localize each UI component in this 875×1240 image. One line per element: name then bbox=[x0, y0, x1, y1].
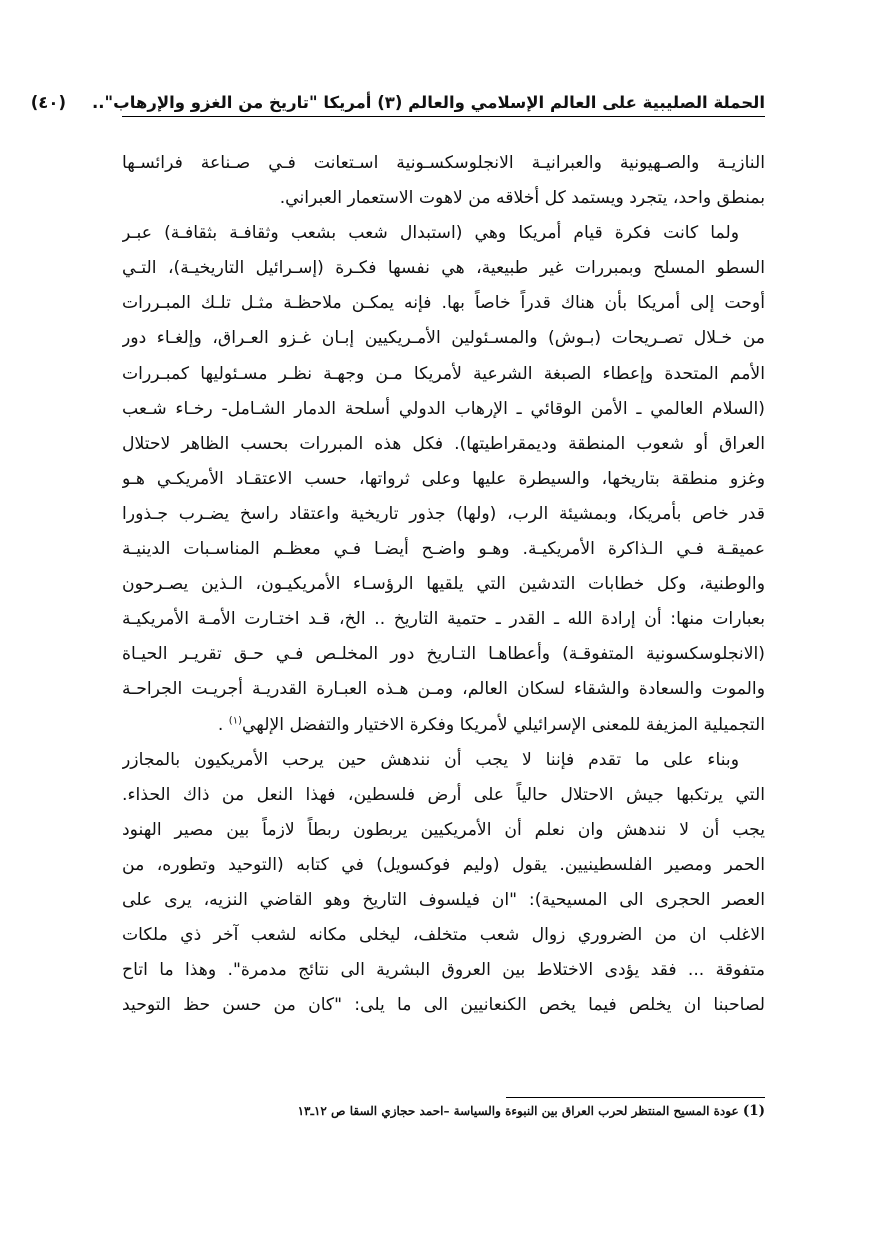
text-line: الأمم المتحدة وإعطاء الصبغة الشرعية لأمريكا مـن وجهـة نظـر مسـئوليها كمبـررات bbox=[122, 363, 765, 384]
text-line: العصر الحجرى الى المسيحية): "ان فيلسوف التاريخ وهو القاضي النزيه، يرى على bbox=[122, 889, 765, 910]
text-line: متفوقة ... فقد يؤدى الاختلاط بين العروق البشرية الى نتائج مدمرة". وهذا ما اتاح bbox=[122, 960, 765, 981]
text-line: النازيـة والصـهيونية والعبرانيـة الانجلوسكسـونية اسـتعانت فـي صـناعة فرائسـها bbox=[122, 153, 765, 173]
paragraph-start-line: وبناء على ما تقدم فإننا لا يجب أن نندهش حين يرحب الأمريكيون بالمجازر bbox=[122, 749, 739, 770]
text-line: العراق أو شعوب المنطقة وديمقراطيتها). فكل هذه المبررات بحسب الظاهر لاحتلال bbox=[122, 433, 765, 454]
footnote-separator bbox=[506, 1097, 765, 1098]
text-line: والموت والسعادة والشقاء لسكان العالم، ومـن هـذه العبـارة القدريـة أجريـت الجراحـة bbox=[122, 679, 765, 700]
text-line: (السلام العالمي ـ الأمن الوقائي ـ الإرهاب الدولي أسلحة الدمار الشـامل- رخـاء شـعب bbox=[122, 398, 765, 419]
footnote-text: عودة المسيح المنتظر لحرب العراق بين النبوءة والسياسة –احمد حجازي السقا ص ١٢ـ١٣ bbox=[297, 1104, 739, 1118]
text-line: التي يرتكبها جيش الاحتلال حالياً على أرض فلسطين، فهذا النعل من ذاك الحذاء. bbox=[122, 784, 765, 805]
text-line: قدر خاص بأمريكا، وبمشيئة الرب، (ولها) جذور تاريخية واعتقاد راسخ يضـرب جـذورا bbox=[122, 503, 765, 524]
text-line: بمنطق واحد، يتجرد ويستمد كل أخلاقه من لاهوت الاستعمار العبراني. bbox=[279, 188, 765, 209]
text-line-with-footnote bbox=[122, 708, 765, 743]
paragraph-start-line: ولما كانت فكرة قيام أمريكا وهي (استبدال شعب بشعب وثقافـة بثقافـة) عبـر bbox=[122, 223, 739, 244]
footnote-number: (1) bbox=[742, 1103, 765, 1119]
text-line: الحمر ومصير الفلسطينيين. يقول (وليم فوكسويل) في كتابه (التوحيد وتطوره، من bbox=[122, 854, 765, 875]
text-line: يجب أن لا نندهش وان نعلم أن الأمريكيين يربطون ربطاً لازماً بين مصير الهنود bbox=[122, 819, 765, 840]
header-title: الحملة الصليبية على العالم الإسلامي والعالم (٣) أمريكا "تاريخ من الغزو والإرهاب".. bbox=[91, 92, 765, 112]
text-line-content: التجميلية المزيفة للمعنى الإسرائيلي لأمريكا وفكرة الاختيار والتفضل الإلهي bbox=[241, 714, 765, 735]
body-text bbox=[122, 146, 765, 1023]
text-line: من خـلال تصـريحات (بـوش) والمسـئولين الأمـريكيين إبـان غـزو العـراق، وإلغـاء دور bbox=[122, 328, 765, 349]
page-number: (٤٠) bbox=[30, 92, 66, 112]
text-line: أوحت إلى أمريكا بأن هناك قدراً خاصاً بها. فإنه يمكـن ملاحظـة مثـل تلـك المبـررات bbox=[122, 293, 765, 314]
text-line: لصاحبنا ان يخلص فيما يخص الكنعانيين الى ما يلى: "كان من حسن حظ التوحيد bbox=[122, 995, 765, 1016]
running-header bbox=[30, 88, 765, 116]
header-divider bbox=[122, 116, 765, 117]
text-line: وغزو منطقة بتاريخها، والسيطرة عليها وعلى ثرواتها، حسب الاعتقـاد الأمريكـي هـو bbox=[122, 468, 765, 489]
line-trailer: . bbox=[217, 714, 224, 735]
text-line: عميقـة فـي الـذاكرة الأمريكيـة. وهـو واضـح أيضـا فـي معظـم المناسـبات الدينيـة bbox=[122, 539, 765, 560]
footnote-reference[interactable]: (١) bbox=[228, 714, 242, 726]
text-line: السطو المسلح وبمبررات غير طبيعية، هي نفسها فكـرة (إسـرائيل التاريخيـة)، التـي bbox=[122, 258, 765, 279]
text-line: والوطنية، وكل خطابات التدشين التي يلقيها الرؤسـاء الأمريكيـون، الـذين يصـرحون bbox=[122, 574, 765, 595]
text-line: بعبارات منها: أن إرادة الله ـ القدر ـ حتمية التاريخ .. الخ، قـد اختـارت الأمـة الأمريكيـة bbox=[122, 609, 765, 630]
text-line: الاغلب ان من الضروري زوال شعب متخلف، ليخلى مكانه لشعب آخر ذي ملكات bbox=[122, 925, 765, 946]
text-line: (الانجلوسكسونية المتفوقـة) وأعطاهـا التـاريخ دور المخلـص فـي حـق تقريـر الحيـاة bbox=[122, 644, 765, 665]
footnote bbox=[122, 1103, 765, 1119]
